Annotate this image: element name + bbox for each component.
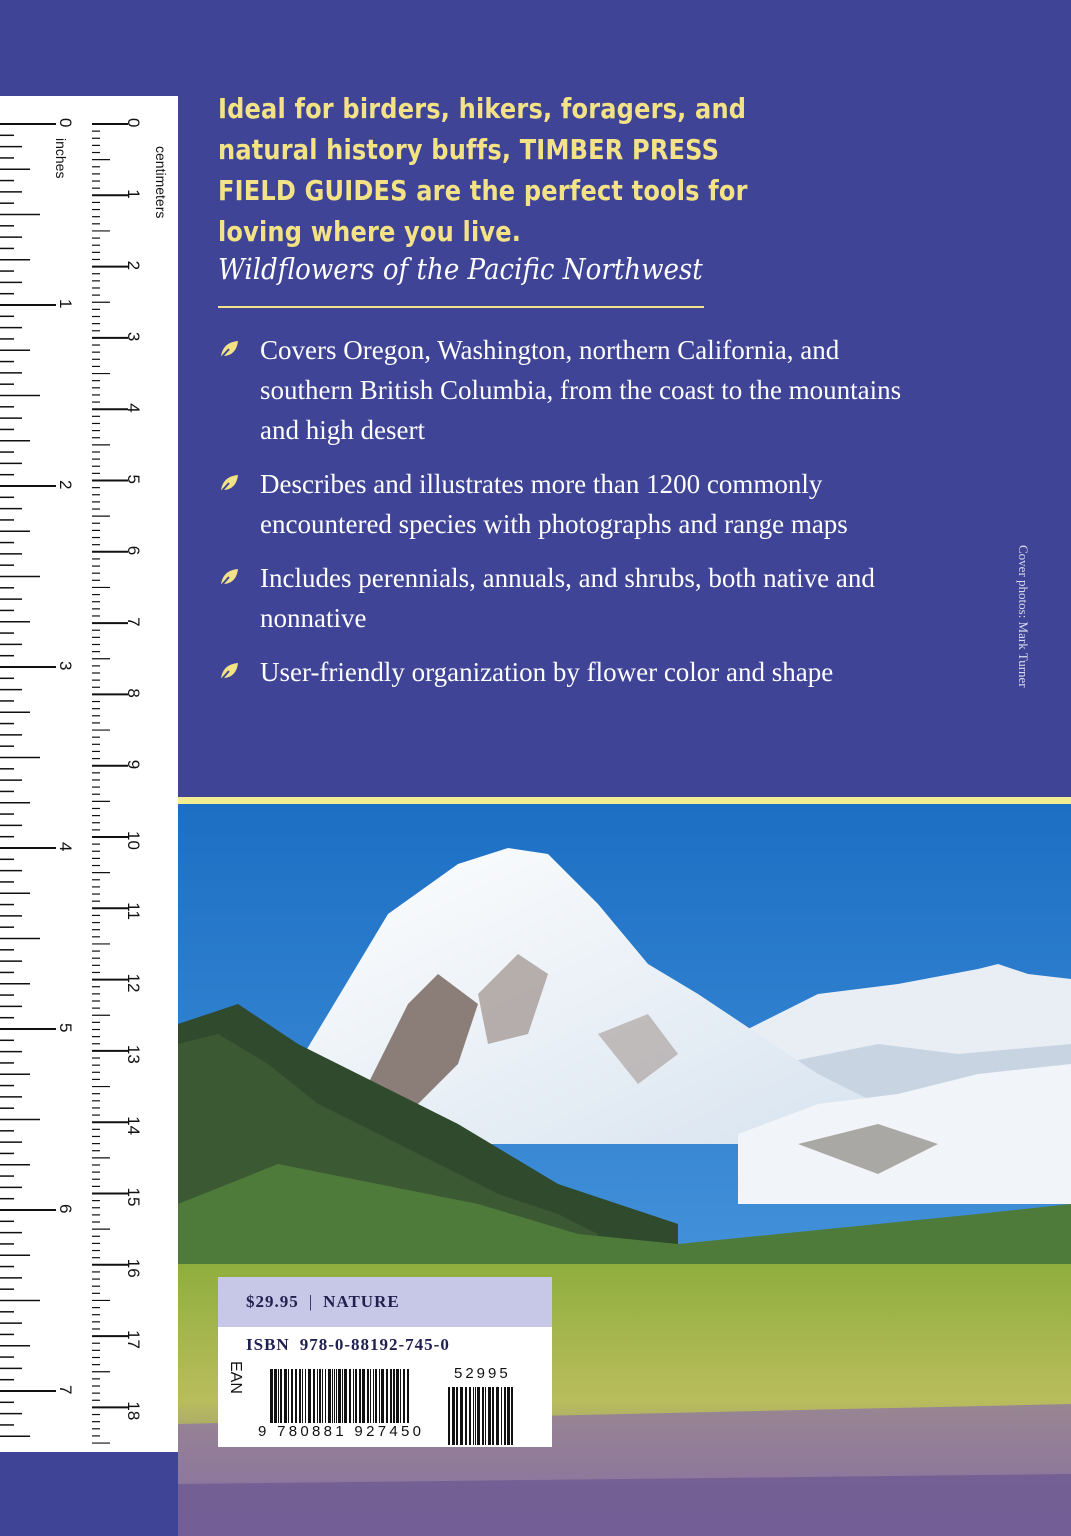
barcode-bar (475, 1387, 476, 1445)
barcode-digits: 9 780881 927450 (258, 1423, 425, 1440)
feature-item (218, 330, 918, 450)
price: $29.95 (246, 1292, 299, 1311)
centimeters-label: centimeters (153, 146, 169, 219)
centimeter-number: 16 (124, 1258, 143, 1278)
barcode-bar (332, 1369, 333, 1423)
barcode-bar (302, 1369, 303, 1423)
inch-number: 1 (56, 299, 75, 309)
barcode-bar (482, 1387, 484, 1445)
centimeter-number: 11 (124, 902, 143, 920)
barcode-bar (344, 1369, 347, 1423)
centimeter-number: 13 (124, 1044, 143, 1064)
centimeter-number: 7 (124, 617, 143, 627)
ean-label: EAN (227, 1361, 244, 1394)
leaf-icon (218, 338, 240, 360)
tagline-intro: Ideal for birders, hikers, foragers, and natural history buffs, (218, 92, 747, 166)
accent-stripe (178, 797, 1071, 804)
barcode-bar (393, 1369, 395, 1423)
barcode-bar (456, 1387, 458, 1445)
barcode-bar (336, 1369, 337, 1423)
series-name: TIMBER PRESS FIELD GUIDES (218, 133, 720, 207)
centimeter-number: 17 (124, 1330, 143, 1350)
feature-text: Covers Oregon, Washington, northern California, and southern British Columbia, from the coast to the mountains and high desert (260, 335, 902, 445)
addon-digits: 52995 (454, 1365, 511, 1382)
barcode-bar (473, 1387, 474, 1445)
barcode-bar (359, 1369, 361, 1423)
feature-item (218, 652, 918, 692)
barcode-bar (485, 1387, 486, 1445)
barcode-bar (386, 1369, 388, 1423)
centimeter-number: 8 (124, 688, 143, 698)
title-underline (218, 306, 704, 308)
barcode-bar (469, 1387, 471, 1445)
feature-text: Describes and illustrates more than 1200 commonly encountered species with photographs and range maps (260, 469, 848, 539)
centimeter-ticks (92, 118, 143, 1443)
centimeter-number: 3 (124, 331, 143, 342)
barcode-bar (299, 1369, 301, 1423)
inch-number: 0 (56, 118, 75, 128)
barcode-bar (305, 1369, 306, 1423)
barcode-bar (317, 1369, 318, 1423)
price-addon-barcode (448, 1387, 518, 1445)
barcode-bar (400, 1369, 401, 1423)
barcode-bar (334, 1369, 335, 1423)
feature-text: User-friendly organization by flower color and shape (260, 657, 834, 687)
barcode-bar (342, 1369, 343, 1423)
barcode-bar (379, 1369, 380, 1423)
inch-number: 2 (56, 480, 75, 490)
centimeter-number: 5 (124, 474, 143, 484)
barcode-bar (381, 1369, 384, 1423)
centimeter-number: 1 (124, 189, 143, 199)
inch-number: 3 (56, 661, 75, 671)
leaf-icon (218, 566, 240, 588)
barcode-bar (278, 1369, 279, 1423)
category: NATURE (323, 1292, 400, 1311)
barcode-bar (270, 1369, 273, 1423)
tagline (218, 88, 768, 252)
barcode-bar (353, 1369, 354, 1423)
ruler-scale (0, 96, 178, 1452)
barcode-bar (507, 1387, 510, 1445)
barcode-bar (284, 1369, 287, 1423)
printed-ruler (0, 96, 178, 1452)
barcode-bar (452, 1387, 455, 1445)
centimeter-number: 4 (124, 403, 143, 413)
barcode-bar (313, 1369, 315, 1423)
photo-credit: Cover photos: Mark Turner (1016, 545, 1031, 688)
leaf-icon (218, 472, 240, 494)
inch-number: 5 (56, 1023, 75, 1033)
centimeter-number: 15 (124, 1187, 143, 1207)
centimeter-number: 10 (124, 831, 143, 850)
barcode-bar (465, 1387, 467, 1445)
barcode-bar (501, 1387, 502, 1445)
feature-item (218, 558, 918, 638)
barcode-bar (375, 1369, 377, 1423)
leaf-icon (218, 660, 240, 682)
book-title: Wildflowers of the Pacific Northwest (218, 252, 703, 286)
barcode-bar (338, 1369, 341, 1423)
barcode-bar (295, 1369, 297, 1423)
inches-label: inches (53, 138, 69, 179)
centimeter-number: 2 (124, 260, 143, 271)
inch-ticks (0, 118, 75, 1436)
barcode-bar (370, 1369, 371, 1423)
inch-number: 7 (56, 1385, 75, 1395)
barcode-bar (488, 1387, 491, 1445)
barcode-bar (373, 1369, 374, 1423)
barcode-bar (355, 1369, 357, 1423)
barcode-bar (448, 1387, 450, 1445)
barcode-bar (496, 1387, 499, 1445)
price-band (218, 1277, 552, 1327)
centimeter-number: 0 (124, 118, 143, 128)
barcode-bar (492, 1387, 494, 1445)
barcode-bar (291, 1369, 293, 1423)
barcode-bar (328, 1369, 331, 1423)
barcode-bar (288, 1369, 289, 1423)
centimeter-number: 12 (124, 973, 143, 993)
barcode-bar (504, 1387, 506, 1445)
inch-number: 6 (56, 1204, 75, 1214)
barcode-bar (349, 1369, 351, 1423)
barcode-bar (274, 1369, 277, 1423)
barcode-bar (319, 1369, 321, 1423)
barcode-bar (511, 1387, 513, 1445)
barcode-bar (407, 1369, 409, 1423)
barcode-bar (325, 1369, 326, 1423)
isbn-number: 978-0-88192-745-0 (299, 1335, 450, 1354)
barcode-bar (280, 1369, 282, 1423)
price-separator: | (308, 1292, 314, 1311)
ean-barcode (270, 1369, 440, 1425)
barcode-bar (403, 1369, 405, 1423)
feature-list (218, 330, 918, 706)
barcode-bar (322, 1369, 323, 1423)
isbn-label: ISBN (246, 1335, 290, 1354)
isbn-line (246, 1335, 450, 1355)
centimeter-number: 18 (124, 1401, 143, 1421)
barcode-bar (308, 1369, 311, 1423)
barcode-bar (477, 1387, 480, 1445)
centimeter-number: 14 (124, 1116, 143, 1136)
price-barcode-box (218, 1277, 552, 1447)
tagline-outro: are the perfect tools for loving where you live. (218, 174, 748, 248)
centimeter-number: 9 (124, 759, 143, 770)
barcode-bar (396, 1369, 399, 1423)
barcode-bar (362, 1369, 365, 1423)
inch-number: 4 (56, 842, 75, 852)
feature-text: Includes perennials, annuals, and shrubs, both native and nonnative (260, 563, 875, 633)
barcode-bar (390, 1369, 392, 1423)
barcode-bar (460, 1387, 463, 1445)
feature-item (218, 464, 918, 544)
centimeter-number: 6 (124, 545, 143, 556)
barcode-bar (367, 1369, 369, 1423)
